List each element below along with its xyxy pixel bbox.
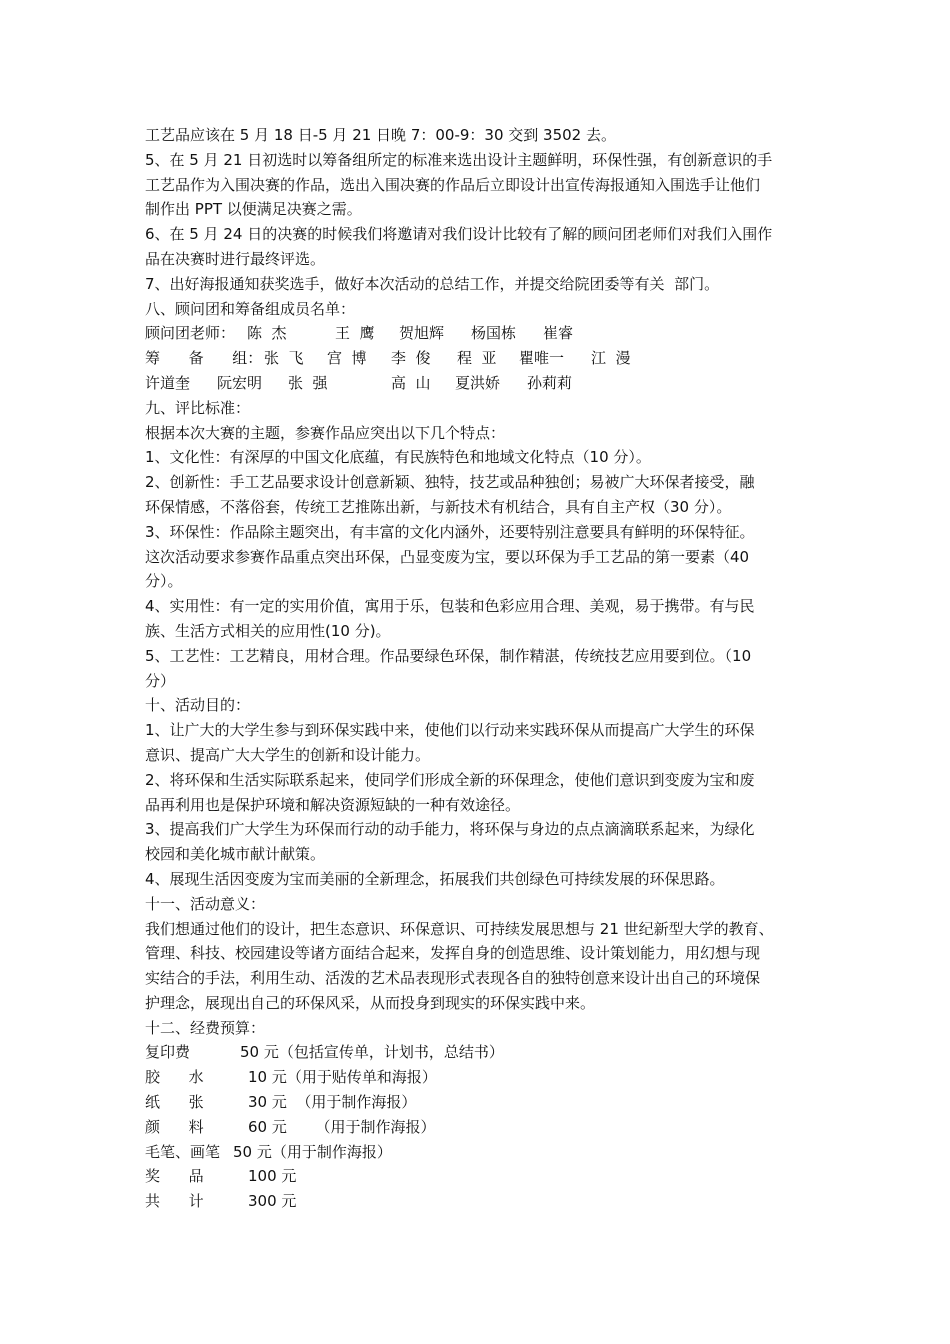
section-heading: 八、顾问团和筹备组成员名单： <box>145 299 356 318</box>
section-heading: 九、评比标准： <box>145 398 251 417</box>
text-line: 环保情感，不落俗套，传统工艺推陈出新，与新技术有机结合，具有自主产权（30 分）。 <box>145 497 732 516</box>
member-name: 程 亚 <box>457 349 497 368</box>
text-line: 4、展现生活因变废为宝而美丽的全新理念，拓展我们共创绿色可持续发展的环保思路。 <box>145 869 725 888</box>
text-line: 3、环保性：作品除主题突出，有丰富的文化内涵外，还要特别注意要具有鲜明的环保特征。 <box>145 522 755 541</box>
member-name: 江 漫 <box>591 349 631 368</box>
budget-amount: 50 元（包括宣传单，计划书，总结书） <box>240 1043 504 1062</box>
member-row-committee-cont <box>145 371 825 396</box>
member-list <box>145 321 825 395</box>
member-name: 李 俊 <box>391 349 431 368</box>
budget-amount: 60 元 （用于制作海报） <box>248 1117 436 1136</box>
section-body <box>145 396 825 1041</box>
text-line: 管理、科技、校园建设等诸方面结合起来，发挥自身的创造思维、设计策划能力，用幻想与现 <box>145 944 761 963</box>
member-name: 贺旭辉 <box>399 324 445 343</box>
text-line: 3、提高我们广大学生为环保而行动的动手能力，将环保与身边的点点滴滴联系起来，为绿化 <box>145 820 755 839</box>
member-name: 张 飞 <box>264 349 304 368</box>
budget-row <box>145 1189 825 1214</box>
text-line: 这次活动要求参赛作品重点突出环保，凸显变废为宝，要以环保为手工艺品的第一要素（40 <box>145 547 750 566</box>
budget-row <box>145 1140 825 1165</box>
text-line: 分）。 <box>145 572 183 591</box>
budget-row <box>145 1065 825 1090</box>
section-heading: 十、活动目的： <box>145 696 251 715</box>
budget-amount: 30 元 （用于制作海报） <box>248 1093 417 1112</box>
member-name: 杨国栋 <box>471 324 517 343</box>
budget-item: 毛笔、画笔 <box>145 1142 221 1161</box>
budget-row <box>145 1164 825 1189</box>
budget-amount: 50 元（用于制作海报） <box>233 1142 392 1161</box>
text-line: 2、创新性：手工艺品要求设计创意新颖、独特，技艺或品种独创；易被广大环保者接受，融 <box>145 473 755 492</box>
text-line: 4、实用性：有一定的实用价值，寓用于乐，包装和色彩应用合理、美观，易于携带。有与民 <box>145 597 755 616</box>
text-line: 族、生活方式相关的应用性(10 分)。 <box>145 621 391 640</box>
member-name: 夏洪娇 <box>455 373 501 392</box>
member-name: 王 鹰 <box>335 324 375 343</box>
budget-row <box>145 1115 825 1140</box>
member-name: 孙莉莉 <box>527 373 573 392</box>
budget-item: 奖 品 <box>145 1167 204 1186</box>
member-name: 高 山 <box>391 373 431 392</box>
budget-item: 共 计 <box>145 1192 204 1211</box>
text-line: 校园和美化城市献计献策。 <box>145 845 326 864</box>
text-line: 5、工艺性：工艺精良，用材合理。作品要绿色环保，制作精湛，传统技艺应用要到位。（10 <box>145 646 752 665</box>
budget-item: 颜 料 <box>145 1117 204 1136</box>
text-line: 5、在 5 月 21 日初选时以筹备组所定的标准来选出设计主题鲜明，环保性强，有创新意识的手 <box>145 150 773 169</box>
budget-list <box>145 1040 825 1214</box>
budget-amount: 10 元（用于贴传单和海报） <box>248 1068 437 1087</box>
budget-item: 胶 水 <box>145 1068 204 1087</box>
text-line: 意识、提高广大大学生的创新和设计能力。 <box>145 745 431 764</box>
text-line: 我们想通过他们的设计，把生态意识、环保意识、可持续发展思想与 21 世纪新型大学的教育、 <box>145 919 774 938</box>
member-name: 张 强 <box>288 373 328 392</box>
member-name: 阮宏明 <box>217 373 263 392</box>
text-line: 2、将环保和生活实际联系起来，使同学们形成全新的环保理念，使他们意识到变废为宝和废 <box>145 770 755 789</box>
text-line: 1、文化性：有深厚的中国文化底蕴，有民族特色和地域文化特点（10 分）。 <box>145 448 651 467</box>
text-line: 品在决赛时进行最终评选。 <box>145 249 326 268</box>
section-heading: 十一、活动意义： <box>145 894 266 913</box>
text-line: 护理念，展现出自己的环保风采，从而投身到现实的环保实践中来。 <box>145 993 596 1012</box>
member-name: 许道奎 <box>145 373 191 392</box>
text-line: 工艺品作为入围决赛的作品，选出入围决赛的作品后立即设计出宣传海报通知入围选手让他们 <box>145 175 761 194</box>
budget-amount: 300 元 <box>248 1192 297 1211</box>
document-page <box>145 123 825 1214</box>
budget-amount: 100 元 <box>248 1167 297 1186</box>
text-line: 1、让广大的大学生参与到环保实践中来，使他们以行动来实践环保从而提高广大学生的环保 <box>145 721 755 740</box>
text-line: 6、在 5 月 24 日的决赛的时候我们将邀请对我们设计比较有了解的顾问团老师们对我们入围作 <box>145 225 773 244</box>
member-name: 瞿唯一 <box>519 349 565 368</box>
text-line: 根据本次大赛的主题，参赛作品应突出以下几个特点： <box>145 423 506 442</box>
member-name: 陈 杰 <box>247 324 287 343</box>
section-heading: 十二、经费预算： <box>145 1018 266 1037</box>
budget-item: 复印费 <box>145 1043 191 1062</box>
budget-row <box>145 1040 825 1065</box>
text-line: 品再利用也是保护环境和解决资源短缺的一种有效途径。 <box>145 795 521 814</box>
member-row-committee <box>145 346 825 371</box>
text-line: 分） <box>145 671 176 690</box>
member-name: 崔睿 <box>543 324 574 343</box>
member-name: 宫 博 <box>327 349 367 368</box>
budget-row <box>145 1090 825 1115</box>
budget-item: 纸 张 <box>145 1093 204 1112</box>
text-line: 工艺品应该在 5 月 18 日-5 月 21 日晚 7：00-9：30 交到 3502 去。 <box>145 126 616 144</box>
text-line: 制作出 PPT 以便满足决赛之需。 <box>145 200 362 219</box>
text-line: 7、出好海报通知获奖选手，做好本次活动的总结工作，并提交给院团委等有关 部门。 <box>145 274 720 293</box>
member-label: 顾问团老师： <box>145 324 236 343</box>
member-label: 筹 备 组： <box>145 349 263 368</box>
text-line: 实结合的手法，利用生动、活泼的艺术品表现形式表现各自的独特创意来设计出自己的环境保 <box>145 969 761 988</box>
section-top <box>145 123 825 321</box>
member-row-advisors <box>145 321 825 346</box>
